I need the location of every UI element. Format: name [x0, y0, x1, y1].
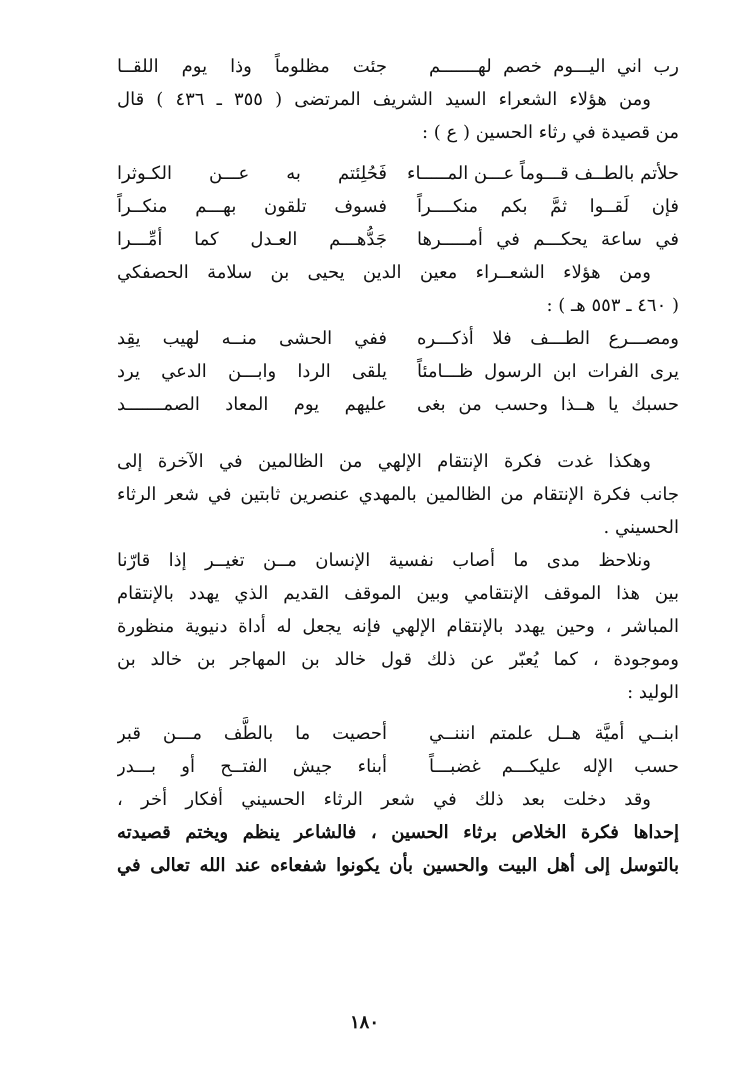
paragraph-line: الحسيني .: [603, 517, 679, 538]
paragraph-line: ( ٤٦٠ ـ ٥٥٣ هـ ) :: [546, 295, 679, 316]
paragraph-line: بين هذا الموقف الإنتقامي وبين الموقف القديم الذي يهدد بالإنتقام: [117, 583, 679, 604]
verse-line: [117, 388, 679, 421]
verse-second-hemistich: جَدُّهـــم العـدل كما أمِّـــرا: [117, 229, 387, 250]
verse-second-hemistich: عليهم يوم المعاد الصمـــــــد: [117, 394, 387, 415]
verse-line: [117, 355, 679, 388]
verse-line: [117, 223, 679, 256]
verse-first-hemistich: في ساعة يحكـــم في أمـــــرها: [417, 229, 679, 250]
paragraph-line: من قصيدة في رثاء الحسين ( ع ) :: [421, 122, 679, 143]
verse-second-hemistich: فَحُلِئتم به عـــن الكـوثرا: [117, 163, 387, 184]
paragraph-line: وقد دخلت بعد ذلك في شعر الرثاء الحسيني أفكار أخر ،: [117, 789, 651, 810]
paragraph-line: الوليد :: [627, 682, 679, 703]
verse-line: [117, 750, 679, 783]
paragraph-line: ومن هؤلاء الشعراء السيد الشريف المرتضى ( ٣٥٥ ـ ٤٣٦ ) قال: [117, 89, 651, 110]
verse-first-hemistich: ومصـــرع الطـــف فلا أذكـــره: [417, 328, 679, 349]
verse-second-hemistich: أحصيت ما بالطَّف مـــن قبر: [117, 723, 387, 744]
verse-second-hemistich: فسوف تلقون بهـــم منكــراً: [117, 196, 387, 217]
verse-line: [117, 717, 679, 750]
verse-line: [117, 157, 679, 190]
verse-line: [117, 190, 679, 223]
verse-second-hemistich: جئت مظلوماً وذا يوم اللقــا: [117, 56, 387, 77]
verse-first-hemistich: حسب الإله عليكـــم غضبـــاً: [429, 756, 679, 777]
verse-first-hemistich: يرى الفرات ابن الرسول ظـــامئاً: [417, 361, 679, 382]
paragraph-line: ونلاحظ مدى ما أصاب نفسية الإنسان مــن تغيــر إذا قارّنا: [117, 550, 651, 571]
paragraph-line: بالتوسل إلى أهل البيت والحسين بأن يكونوا شفعاءه عند الله تعالى في: [117, 855, 679, 876]
page-number: ١٨٠: [349, 1012, 379, 1033]
paragraph-line: جانب فكرة الإنتقام من الظالمين بالمهدي عنصرين ثابتين في شعر الرثاء: [117, 484, 679, 505]
paragraph-line: إحداها فكرة الخلاص برثاء الحسين ، فالشاعر ينظم ويختم قصيدته: [117, 822, 679, 843]
verse-second-hemistich: ففي الحشى منــه لهيب يقِد: [117, 328, 387, 349]
paragraph-line: ومن هؤلاء الشعــراء معين الدين يحيى بن سلامة الحصفكي: [117, 262, 651, 283]
verse-first-hemistich: حلأتم بالطــف قـــوماً عـــن المـــــاء: [407, 163, 679, 184]
paragraph-line: وموجودة ، كما يُعبّر عن ذلك قول خالد بن المهاجر بن خالد بن: [117, 649, 679, 670]
verse-first-hemistich: فإن لَقــوا ثمَّ بكم منكــــراً: [417, 196, 679, 217]
verse-first-hemistich: رب اني اليـــوم خصم لهـــــــم: [429, 56, 679, 77]
paragraph-line: المباشر ، وحين يهدد بالإنتقام الإلهي فإنه يجعل له أداة دنيوية منظورة: [117, 616, 679, 637]
paragraph-line: وهكذا غدت فكرة الإنتقام الإلهي من الظالمين في الآخرة إلى: [117, 451, 651, 472]
page-body: [117, 50, 679, 882]
verse-second-hemistich: أبناء جيش الفتــح أو بـــدر: [117, 756, 387, 777]
verse-first-hemistich: ابنــي أميَّة هــل علمتم انننــي: [429, 723, 679, 744]
verse-first-hemistich: حسبك يا هــذا وحسب من بغى: [417, 394, 679, 415]
verse-second-hemistich: يلقى الردا وابـــن الدعي يرد: [117, 361, 387, 382]
verse-line: [117, 50, 679, 83]
verse-line: [117, 322, 679, 355]
